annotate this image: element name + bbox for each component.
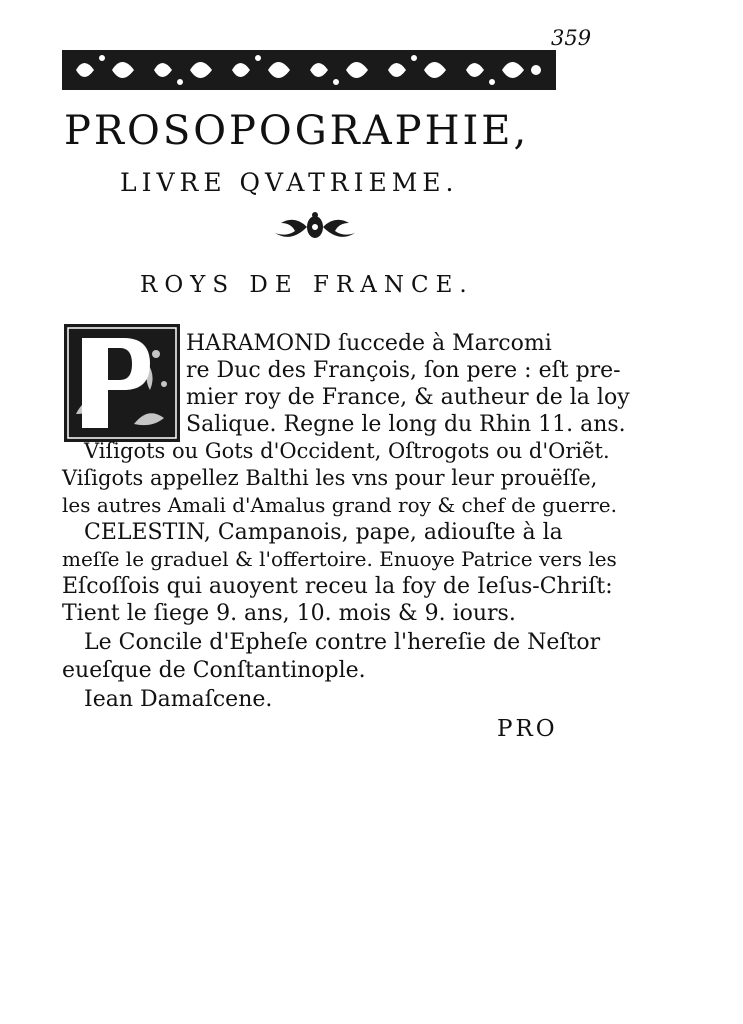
page-title: PROSOPOGRAPHIE, xyxy=(64,108,530,154)
text-line: Iean Damaſcene. xyxy=(84,687,273,712)
text-line: HARAMOND ſuccede à Marcomi xyxy=(186,331,552,356)
page-number: 359 xyxy=(551,26,592,50)
fleuron-ornament xyxy=(272,212,358,242)
text-line: re Duc des François, ſon pere : eſt pre- xyxy=(186,358,621,383)
text-line: les autres Amali d'Amalus grand roy & chef de guerre. xyxy=(62,493,617,517)
section-heading: ROYS DE FRANCE. xyxy=(140,272,474,298)
text-line: meſſe le graduel & l'offertoire. Enuoye Patrice vers les xyxy=(62,547,617,571)
text-line: Le Concile d'Epheſe contre l'hereſie de Neſtor xyxy=(84,630,601,655)
text-line: Viſigots ou Gots d'Occident, Oſtrogots ou d'Oriẽt. xyxy=(84,439,610,463)
book-subtitle: LIVRE QVATRIEME. xyxy=(120,168,459,197)
text-line: Viſigots appellez Balthi les vns pour leur prouëſſe, xyxy=(62,466,598,490)
catchword: PRO xyxy=(497,716,558,742)
text-line: mier roy de France, & autheur de la loy xyxy=(186,385,630,410)
text-line: Eſcoſſois qui auoyent receu la foy de Ieſus-Chriſt: xyxy=(62,574,613,599)
header-ornament-band xyxy=(62,44,556,96)
text-line: eueſque de Conſtantinople. xyxy=(62,658,366,683)
text-line: CELESTIN, Campanois, pape, adiouſte à la xyxy=(84,520,563,545)
dropcap-p xyxy=(64,324,180,442)
text-line: Salique. Regne le long du Rhin 11. ans. xyxy=(186,412,626,437)
text-line: Tient le ſiege 9. ans, 10. mois & 9. iours. xyxy=(62,601,516,626)
